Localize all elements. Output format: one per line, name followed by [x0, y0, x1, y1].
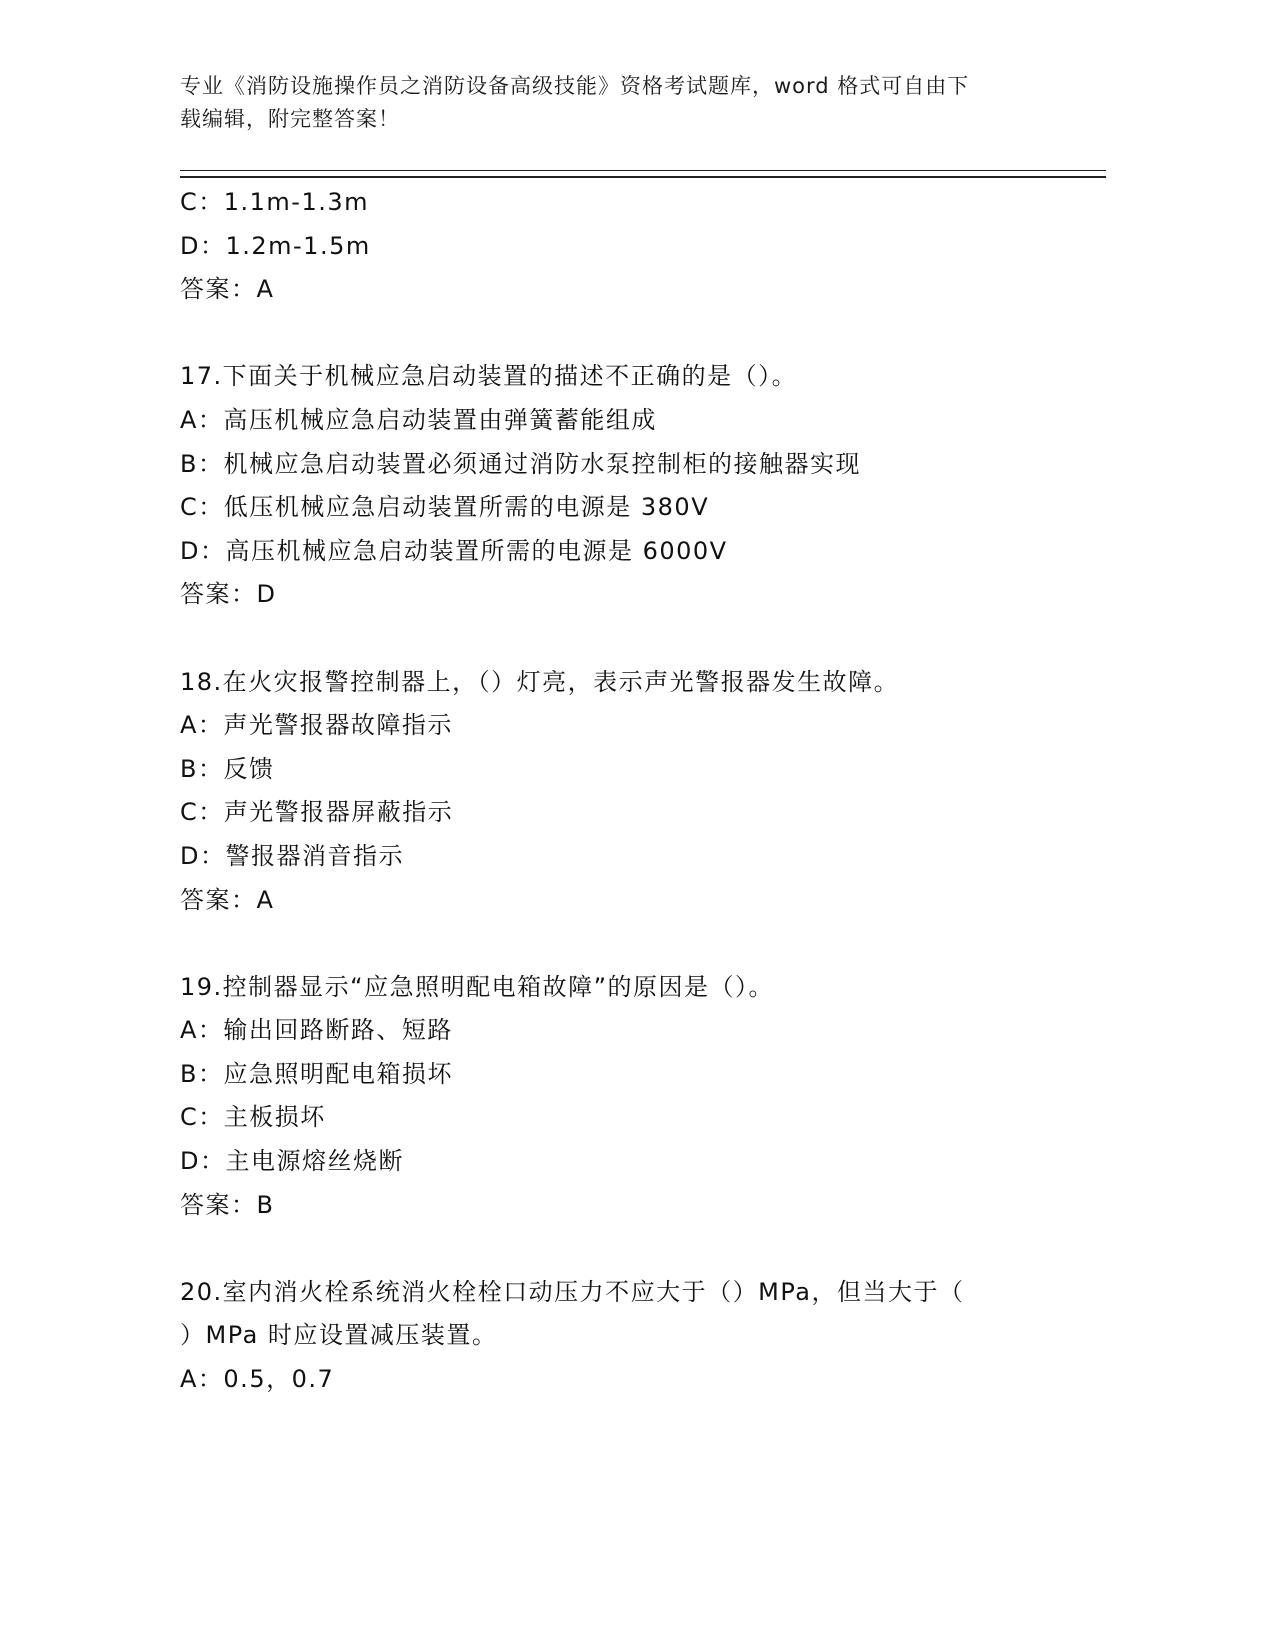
- header-line-2: 载编辑，附完整答案！: [180, 107, 400, 131]
- answer-line: 答案：B: [180, 1190, 275, 1219]
- option-c: C：1.1m-1.3m: [180, 188, 370, 216]
- question-stem: 17.下面关于机械应急启动装置的描述不正确的是（）。: [180, 362, 798, 391]
- question-stem-continued: ）MPa 时应设置减压装置。: [180, 1321, 498, 1350]
- question-list: [180, 181, 1106, 1402]
- header-divider: [180, 170, 1106, 178]
- option-a: A：输出回路断路、短路: [180, 1016, 453, 1045]
- option-a: A：声光警报器故障指示: [180, 711, 453, 740]
- question-17: [180, 355, 1106, 617]
- option-b: B：应急照明配电箱损坏: [180, 1059, 453, 1088]
- option-d: D：1.2m-1.5m: [180, 231, 371, 260]
- spacer: [180, 312, 1106, 356]
- answer-line: 答案：A: [180, 885, 275, 914]
- spacer: [180, 617, 1106, 661]
- answer-line: 答案：D: [180, 580, 277, 609]
- option-b: B：机械应急启动装置必须通过消防水泵控制柜的接触器实现: [180, 449, 861, 478]
- spacer: [180, 922, 1106, 966]
- header-line-1: 专业《消防设施操作员之消防设备高级技能》资格考试题库，word 格式可自由下: [180, 74, 970, 98]
- question-20: [180, 1271, 1106, 1402]
- question-stem: 19.控制器显示“应急照明配电箱故障”的原因是（）。: [180, 972, 775, 1001]
- option-c: C：低压机械应急启动装置所需的电源是 380V: [180, 493, 710, 522]
- spacer: [180, 1227, 1106, 1271]
- option-c: C：主板损坏: [180, 1103, 326, 1132]
- question-stem: 18.在火灾报警控制器上，（）灯亮，表示声光警报器发生故障。: [180, 667, 900, 696]
- option-a: A：0.5，0.7: [180, 1365, 335, 1394]
- question-fragment: [180, 181, 1106, 312]
- option-d: D：警报器消音指示: [180, 841, 404, 870]
- option-c: C：声光警报器屏蔽指示: [180, 798, 454, 827]
- option-a: A：高压机械应急启动装置由弹簧蓄能组成: [180, 405, 657, 434]
- question-stem: 20.室内消火栓系统消火栓栓口动压力不应大于（）MPa，但当大于（: [180, 1277, 965, 1306]
- option-b: B：反馈: [180, 754, 275, 783]
- document-header: [180, 70, 1040, 136]
- question-19: [180, 966, 1106, 1228]
- option-d: D：高压机械应急启动装置所需的电源是 6000V: [180, 536, 728, 565]
- answer-line: 答案：A: [180, 275, 275, 304]
- question-18: [180, 661, 1106, 923]
- option-d: D：主电源熔丝烧断: [180, 1147, 404, 1176]
